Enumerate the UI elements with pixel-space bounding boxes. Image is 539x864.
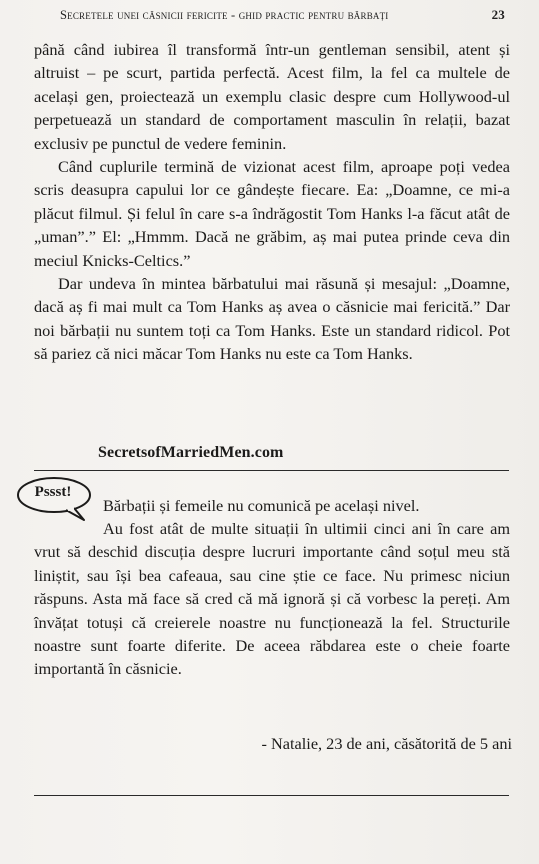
running-header [60, 8, 505, 28]
sidebar-bottom-rule [34, 795, 509, 796]
running-title: Secretele unei căsnicii fericite - ghid practic pentru bărbați [60, 8, 389, 22]
speech-bubble [14, 474, 94, 518]
body-text [34, 38, 510, 366]
site-heading: SecretsofMarriedMen.com [98, 444, 284, 461]
bubble-label: Pssst! [34, 484, 72, 500]
quote-text [34, 517, 510, 681]
quote-paragraph: Au fost atât de multe situații în ultimii cinci ani în care am vrut să deschid discuția despre lucruri importante când soțul meu stă liniștit, sau își bea cafeaua, sau cine știe ce face. Nu primesc niciun răspuns. Asta mă face să cred că mă ignoră și că vorbesc la pereți. Am învățat totuși că creierele noastre nu funcționează la fel. Structurile noastre sunt foarte diferite. De aceea răbdarea este o cheie foarte importantă în căsnicie. [34, 519, 510, 679]
paragraph-2: Când cuplurile termină de vizionat acest film, aproape poți vedea scris deasupra capului lor ce gândește fiecare. Ea: „Doamne, ce mi-a plăcut filmul. Și felul în care s-a îndrăgostit Tom Hanks l-a făcut atât de „uman”.” El: „Hmmm. Dacă ne grăbim, aș mai putea prinde ceva din meciul Knicks-Celtics.” [34, 157, 510, 270]
paragraph-1: până când iubirea îl transformă într-un gentleman sensibil, atent și altruist – pe scurt, partida perfectă. Acest film, la fel ca multele de același gen, proiectează un exemplu clasic despre cum Hollywood-ul perpetuează un standard de comportament masculin în relații, bazat exclusiv pe punctul de vedere feminin. [34, 40, 510, 153]
quote-first-line: Bărbații și femeile nu comunică pe același nivel. [103, 496, 420, 515]
page-number: 23 [491, 7, 505, 22]
sidebar-top-rule [34, 470, 509, 471]
paragraph-3: Dar undeva în mintea bărbatului mai răsună și mesajul: „Doamne, dacă aș fi mai mult ca Tom Hanks aș avea o căsnicie mai fericită.” Dar noi bărbații nu suntem toți ca Tom Hanks. Este un standard ridicol. Pot să pariez că nici măcar Tom Hanks nu este ca Tom Hanks. [34, 274, 510, 364]
quote-attribution: - Natalie, 23 de ani, căsătorită de 5 ani [261, 734, 512, 753]
